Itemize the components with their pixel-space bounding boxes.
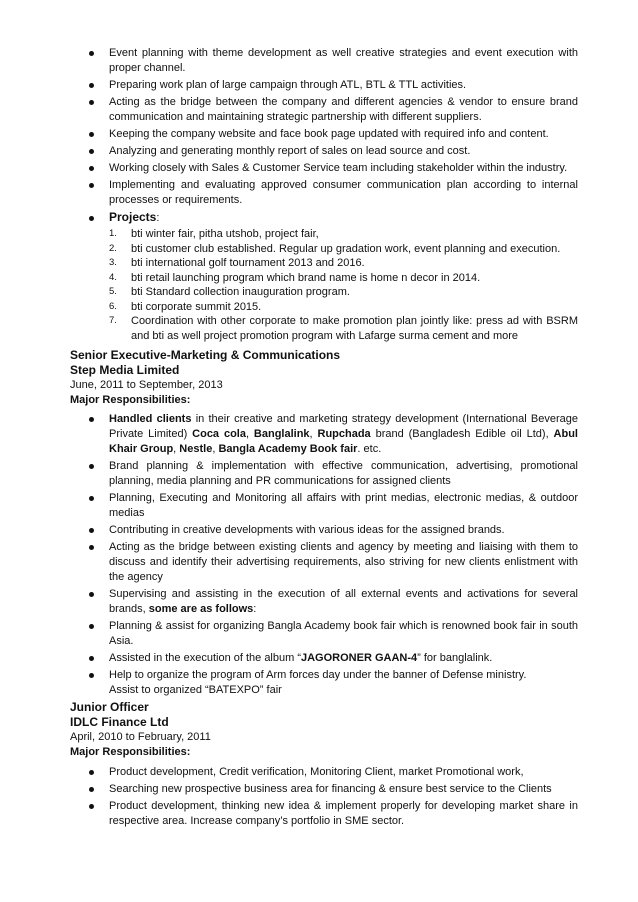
bullet-icon [89,464,94,469]
job-dates: April, 2010 to February, 2011 [70,731,211,743]
list-item: Planning & assist for organizing Bangla Academy book fair which is renowned book fair in south Asia. [0,619,638,649]
list-item: Acting as the bridge between the company and different agencies & vendor to ensure brand communication and maintaining strategic partnership with different suppliers. [0,95,638,125]
job-title: Senior Executive-Marketing & Communications [70,348,341,362]
bullet-icon [89,673,94,678]
projects-label: Projects [109,210,157,224]
project-item: 2. bti customer club established. Regular up gradation work, event planning and execution. [109,242,561,255]
bullet-icon [89,770,94,775]
list-item: Preparing work plan of large campaign through ATL, BTL & TTL activities. [0,78,638,93]
bullet-icon [89,656,94,661]
list-item: Product development, Credit verification, Monitoring Client, market Promotional work, [0,765,638,780]
bullet-icon [89,417,94,422]
list-item: Working closely with Sales & Customer Service team including stakeholder within the industry. [0,161,638,176]
bullet-icon [89,51,94,56]
company-name: IDLC Finance Ltd [70,715,169,729]
list-item: Assisted in the execution of the album “JAGORONER GAAN-4” for banglalink. [0,651,638,666]
project-item: 1. bti winter fair, pitha utshob, project fair, [109,228,319,240]
projects-item: Projects: 1. bti winter fair, pitha utshob, project fair, 2. bti customer club established. Regular up gradation work, event planning and execution. 3. bti international golf tournament 2013 and 2016. 4. bti retail launching program which brand name is home n decor in 2014. 5. bti Standard collection inauguration program. 6. bti corporate summit 2015. 7. Coordination with other corporate to make promotion plan jointly like: press ad with BSRM and bti as well project promotion program with Lafarge surma cement and more [0,210,638,343]
company-name: Step Media Limited [70,363,180,377]
project-item: 3. bti international golf tournament 2013 and 2016. [109,257,365,269]
bullet-icon [89,100,94,105]
bullet-icon [89,149,94,154]
project-item: 4. bti retail launching program which brand name is home n decor in 2014. [109,271,481,284]
list-item: Handled clients in their creative and marketing strategy development (International Beverage Private Limited) Coca cola, Banglalink, Rupchada brand (Bangladesh Edible oil Ltd), Abul Khair Group, Nestle, Bangla Academy Book fair. etc. [0,412,638,457]
project-item: 7. Coordination with other corporate to make promotion plan jointly like: press ad with BSRM and bti as well project promotion program with Lafarge surma cement and more [109,315,578,342]
job-senior-executive [0,348,638,408]
bullet-icon [89,545,94,550]
projects-list [109,227,578,343]
bullet-icon [89,592,94,597]
bullet-icon [89,496,94,501]
list-item: Keeping the company website and face book page updated with required info and content. [0,127,638,142]
list-item: Acting as the bridge between existing clients and agency by meeting and liaising with them to discuss and identify their advertising requirements, also striving for new clients enlistment with the agency [0,540,638,585]
bullet-icon [89,132,94,137]
bullet-icon [89,624,94,629]
list-item: Event planning with theme development as well creative strategies and event execution with proper channel. [0,46,638,76]
bullet-icon [89,528,94,533]
list-item: Planning, Executing and Monitoring all affairs with print medias, electronic medias, & outdoor medias [0,491,638,521]
project-item: 5. bti Standard collection inauguration program. [109,286,350,298]
job2-responsibilities [0,765,638,831]
list-item: Help to organize the program of Arm forces day under the banner of Defense ministry. Assist to organized “BATEXPO” fair [0,668,638,698]
list-item: Product development, thinking new idea & implement properly for developing market share in respective area. Increase company’s portfolio in SME sector. [0,799,638,829]
job1-responsibilities [0,412,638,700]
responsibilities-heading: Major Responsibilities: [70,746,191,758]
list-item: Brand planning & implementation with effective communication, advertising, promotional planning, media planning and PR communications for assigned clients [0,459,638,489]
job-junior-officer [0,700,638,760]
list-item: Implementing and evaluating approved consumer communication plan according to internal processes or requirements. [0,178,638,208]
bullet-icon [89,787,94,792]
top-responsibilities [0,46,638,345]
responsibilities-heading: Major Responsibilities: [70,394,191,406]
list-item: Searching new prospective business area for financing & ensure best service to the Clients [0,782,638,797]
list-item: Contributing in creative developments with various ideas for the assigned brands. [0,523,638,538]
bullet-icon [89,166,94,171]
bullet-icon [89,83,94,88]
list-item: Analyzing and generating monthly report of sales on lead source and cost. [0,144,638,159]
bullet-icon [89,804,94,809]
bullet-icon [89,183,94,188]
job-title: Junior Officer [70,700,149,714]
list-item: Supervising and assisting in the execution of all external events and activations for several brands, some are as follows: [0,587,638,617]
bullet-icon [89,216,94,221]
project-item: 6. bti corporate summit 2015. [109,300,262,313]
job-dates: June, 2011 to September, 2013 [70,379,223,391]
